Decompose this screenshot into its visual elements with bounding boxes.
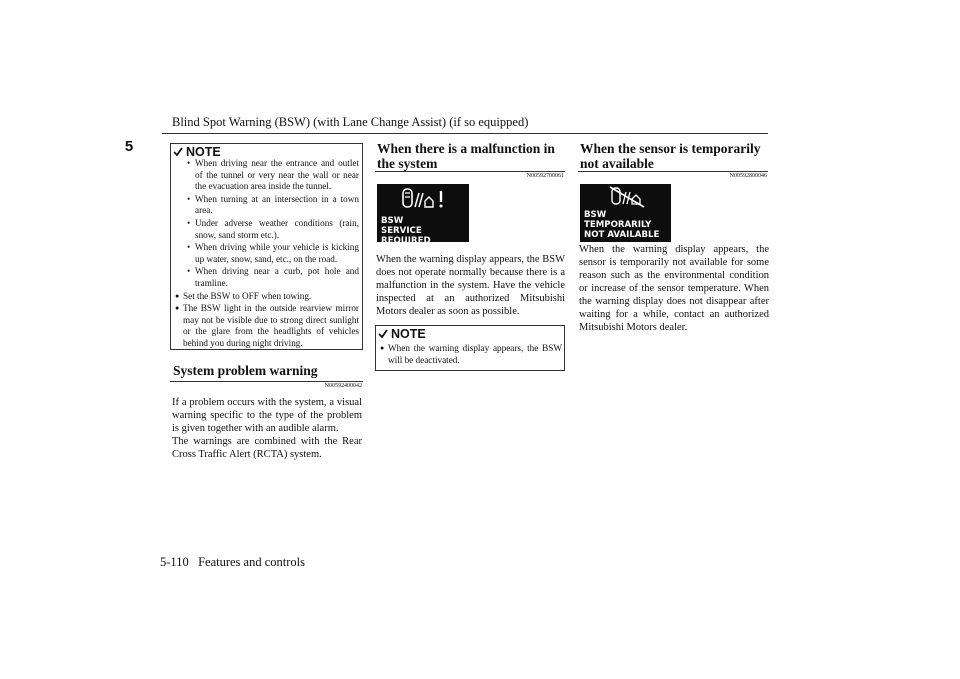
display-line-2: SERVICE REQUIRED: [381, 226, 431, 246]
section-code: N00592700061: [526, 173, 564, 179]
note-sub-item: • When driving while your vehicle is kicking up water, snow, sand, etc., on the road.: [187, 242, 359, 264]
sensor-unavailable-icon: [608, 186, 648, 208]
sensor-warning-icon: [399, 187, 449, 211]
section-rule: [170, 381, 363, 382]
section-code: N00592400042: [324, 383, 362, 389]
note-label: NOTE: [391, 327, 426, 341]
display-line-3: NOT AVAILABLE: [584, 230, 660, 240]
section-rule: [375, 171, 565, 172]
display-line-1: BSW: [381, 216, 404, 226]
page-footer: [160, 555, 305, 570]
section-title-malfunction: When there is a malfunction in the system: [377, 141, 555, 171]
note-heading: [173, 145, 221, 159]
section-body: If a problem occurs with the system, a visual warning specific to the type of the problem is given together with an audible alarm. The warnings are combined with the Rear Cross Traffic Alert (RCTA) system.: [172, 397, 362, 460]
note-label: NOTE: [186, 145, 221, 159]
note-sub-item: • When driving near the entrance and outlet of the tunnel or very near the wall or near the evacuation area inside the tunnel.: [187, 158, 359, 192]
check-icon: [378, 329, 388, 339]
note-bullet: ● The BSW light in the outside rearview mirror may not be visible due to strong direct sunlight or the glare from the headlights of vehicles behind you during night driving.: [175, 303, 359, 348]
section-title-sensor-unavailable: When the sensor is temporarily not available: [580, 141, 761, 171]
page-header-title: Blind Spot Warning (BSW) (with Lane Change Assist) (if so equipped): [172, 115, 529, 129]
page-number: 5-110: [160, 555, 189, 569]
section-rule: [578, 171, 768, 172]
note-heading: [378, 327, 426, 341]
chapter-tab: [118, 132, 140, 228]
note-bullet: ● When the warning display appears, the BSW will be deactivated.: [380, 343, 562, 365]
note-sub-item: • When turning at an intersection in a town area.: [187, 193, 359, 216]
note-content: [175, 158, 359, 351]
note-bullet: ● Set the BSW to OFF when towing.: [175, 290, 312, 301]
bsw-service-required-display: [377, 184, 469, 246]
header-rule: [162, 133, 768, 134]
display-line-1: BSW: [584, 210, 607, 220]
chapter-number: 5: [124, 138, 134, 155]
footer-section: Features and controls: [198, 555, 305, 569]
display-line-2: TEMPORARILY: [584, 220, 652, 230]
note-content: [380, 343, 562, 367]
section-body: When the warning display appears, the sensor is temporarily not available for some reason such as the environmental condition or increase of the sensor temperature. When the warning display does not disappear after waiting for a while, contact an authorized Mitsubishi Motors dealer.: [579, 244, 769, 333]
check-icon: [173, 147, 183, 157]
section-body: When the warning display appears, the BSW does not operate normally because there is a malfunction in the system. Have the vehicle inspected at an authorized Mitsubishi Motors dealer as soon as possible.: [376, 254, 565, 317]
bsw-temporarily-unavailable-display: [580, 184, 671, 242]
note-sub-item: • Under adverse weather conditions (rain, snow, sand storm etc.).: [187, 217, 359, 240]
note-box-left: [170, 143, 363, 350]
section-code: N00592800046: [729, 173, 767, 179]
note-box-middle: [375, 325, 565, 371]
note-sub-item: • When driving near a curb, pot hole and tramline.: [187, 266, 359, 288]
section-title-system-problem: System problem warning: [173, 363, 318, 378]
